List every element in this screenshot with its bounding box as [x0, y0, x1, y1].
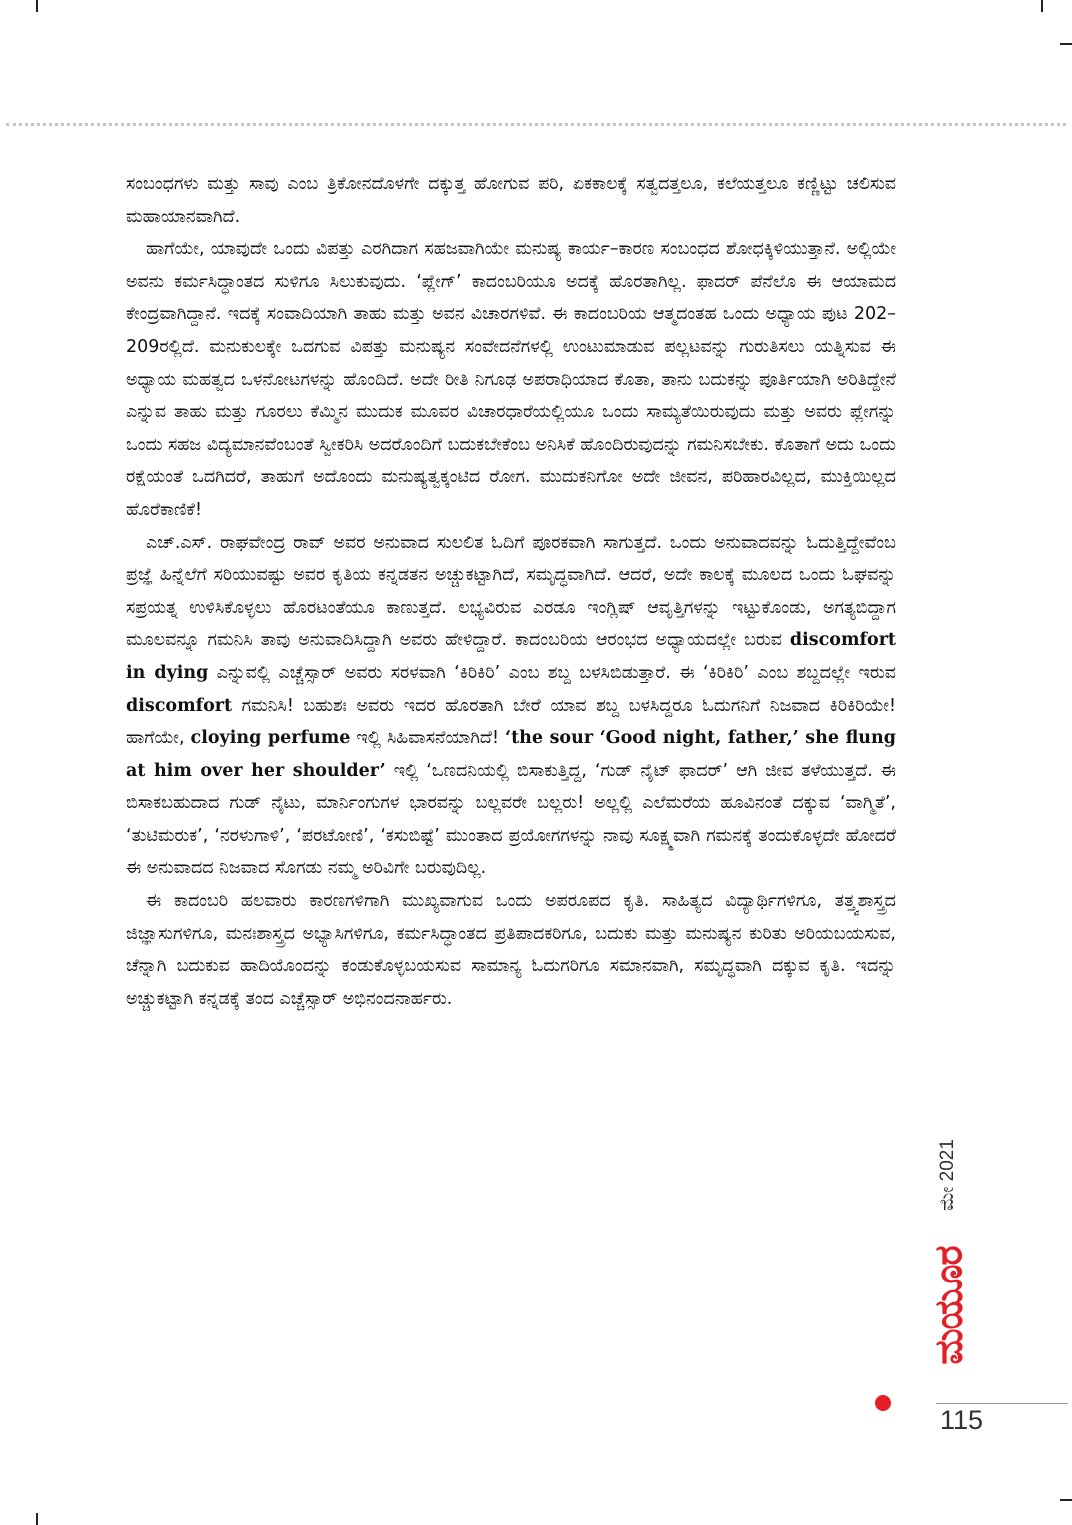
red-dot-marker — [875, 1395, 891, 1411]
translation-text-1: ಎಚ್.ಎಸ್. ರಾಘವೇಂದ್ರ ರಾವ್ ಅವರ ಅನುವಾದ ಸುಲಲಿತ ಓದಿಗೆ ಪೂರಕವಾಗಿ ಸಾಗುತ್ತದೆ. ಒಂದು ಅನುವಾದವನ್ನು ಓದುತ್ತಿದ್ದೇವೆಂಬ ಪ್ರಜ್ಞೆ ಹಿನ್ನೆಲೆಗೆ ಸರಿಯುವಷ್ಟು ಅವರ ಕೃತಿಯ ಕನ್ನಡತನ ಅಚ್ಚುಕಟ್ಟಾಗಿದೆ, ಸಮೃದ್ಧವಾಗಿದೆ. ಆದರೆ, ಅದೇ ಕಾಲಕ್ಕೆ ಮೂಲದ ಒಂದು ಓಘವನ್ನು ಸಪ್ರಯತ್ನ ಉಳಿಸಿಕೊಳ್ಳಲು ಹೊರಟಂತೆಯೂ ಕಾಣುತ್ತದೆ. ಲಭ್ಯವಿರುವ ಎರಡೂ ಇಂಗ್ಲಿಷ್ ಆವೃತ್ತಿಗಳನ್ನು ಇಟ್ಟುಕೊಂಡು, ಅಗತ್ಯಬಿದ್ದಾಗ ಮೂಲವನ್ನೂ ಗಮನಿಸಿ ತಾವು ಅನುವಾದಿಸಿದ್ದಾಗಿ ಅವರು ಹೇಳಿದ್ದಾರೆ. ಕಾದಂಬರಿಯ ಆರಂಭದ ಅಧ್ಯಾಯದಲ್ಲೇ ಬರುವ — [126, 532, 896, 651]
english-word-discomfort: discomfort — [126, 695, 233, 716]
page-number-rule — [936, 1403, 1068, 1404]
translation-text-5: ಇಲ್ಲಿ ‘ಒಣದನಿಯಲ್ಲಿ ಬಿಸಾಕುತ್ತಿದ್ದ, ‘ಗುಡ್ ನೈಟ್ ಫಾದರ್’ ಆಗಿ ಜೀವ ತಳೆಯುತ್ತದೆ. ಈ ಬಿಸಾಕಬಹುದಾದ ಗುಡ್ ನೈಟು, ಮಾರ್ನಿಂಗುಗಳ ಭಾರವನ್ನು ಬಲ್ಲವರೇ ಬಲ್ಲರು! ಅಲ್ಲಲ್ಲಿ ಎಲೆಮರೆಯ ಹೂವಿನಂತೆ ದಕ್ಕುವ ‘ವಾಗ್ಮಿತೆ’, ‘ತುಟಿಮರುಕ’, ‘ನರಳುಗಾಳಿ’, ‘ಪರಟೋಣಿ’, ‘ಕಸುಬಿಷ್ಟೆ’ ಮುಂತಾದ ಪ್ರಯೋಗಗಳನ್ನು ನಾವು ಸೂಕ್ಷ್ಮವಾಗಿ ಗಮನಕ್ಕೆ ತಂದುಕೊಳ್ಳದೇ ಹೋದರೆ ಈ ಅನುವಾದದ ನಿಜವಾದ ಸೊಗಡು ನಮ್ಮ ಅರಿವಿಗೇ ಬರುವುದಿಲ್ಲ. — [126, 760, 896, 879]
paragraph-2: ಹಾಗೆಯೇ, ಯಾವುದೇ ಒಂದು ವಿಪತ್ತು ಎರಗಿದಾಗ ಸಹಜವಾಗಿಯೇ ಮನುಷ್ಯ ಕಾರ್ಯ–ಕಾರಣ ಸಂಬಂಧದ ಶೋಧಕ್ಕಿಳಿಯುತ್ತಾನೆ. ಅಲ್ಲಿಯೇ ಅವನು ಕರ್ಮಸಿದ್ಧಾಂತದ ಸುಳಿಗೂ ಸಿಲುಕುವುದು. ‘ಪ್ಲೇಗ್’ ಕಾದಂಬರಿಯೂ ಅದಕ್ಕೆ ಹೊರತಾಗಿಲ್ಲ. ಫಾದರ್ ಪೆನೆಲೊ ಈ ಆಯಾಮದ ಕೇಂದ್ರವಾಗಿದ್ದಾನೆ. ಇದಕ್ಕೆ ಸಂವಾದಿಯಾಗಿ ತಾಹು ಮತ್ತು ಅವನ ವಿಚಾರಗಳಿವೆ. ಈ ಕಾದಂಬರಿಯ ಆತ್ಮದಂತಹ ಒಂದು ಅಧ್ಯಾಯ ಪುಟ 202–209ರಲ್ಲಿದೆ. ಮನುಕುಲಕ್ಕೇ ಒದಗುವ ವಿಪತ್ತು ಮನುಷ್ಯನ ಸಂವೇದನೆಗಳಲ್ಲಿ ಉಂಟುಮಾಡುವ ಪಲ್ಲಟವನ್ನು ಗುರುತಿಸಲು ಯತ್ನಿಸುವ ಈ ಅಧ್ಯಾಯ ಮಹತ್ವದ ಒಳನೋಟಗಳನ್ನು ಹೊಂದಿದೆ. ಅದೇ ರೀತಿ ನಿಗೂಢ ಅಪರಾಧಿಯಾದ ಕೊತಾ, ತಾನು ಬದುಕನ್ನು ಪೂರ್ತಿಯಾಗಿ ಅರಿತಿದ್ದೇನೆ ಎನ್ನುವ ತಾಹು ಮತ್ತು ಗೂರಲು ಕೆಮ್ಮಿನ ಮುದುಕ ಮೂವರ ವಿಚಾರಧಾರೆಯಲ್ಲಿಯೂ ಒಂದು ಸಾಮ್ಯತೆಯಿರುವುದು ಮತ್ತು ಅವರು ಪ್ಲೇಗನ್ನು ಒಂದು ಸಹಜ ವಿದ್ಯಮಾನವೆಂಬಂತೆ ಸ್ವೀಕರಿಸಿ ಅದರೊಂದಿಗೆ ಬದುಕಬೇಕೆಂಬ ಅನಿಸಿಕೆ ಹೊಂದಿರುವುದನ್ನು ಗಮನಿಸಬೇಕು. ಕೊತಾಗೆ ಅದು ಒಂದು ರಕ್ಷೆಯಂತೆ ಒದಗಿದರೆ, ತಾಹುಗೆ ಅದೊಂದು ಮನುಷ್ಯತ್ವಕ್ಕಂಟಿದ ರೋಗ. ಮುದುಕನಿಗೋ ಅದೇ ಜೀವನ, ಪರಿಹಾರವಿಲ್ಲದ, ಮುಕ್ತಿಯಿಲ್ಲದ ಹೊರೆಕಾಣಿಕೆ! — [126, 239, 896, 520]
english-phrase-cloying-perfume: cloying perfume — [190, 728, 351, 749]
translation-text-4: ಇಲ್ಲಿ ಸಿಹಿವಾಸನೆಯಾಗಿದೆ! — [350, 728, 505, 749]
issue-date-text: ಮೇ 2021 — [937, 1139, 959, 1211]
english-phrase-discomfort-in-dying: discomfort in dying — [126, 630, 896, 683]
crop-mark-right-top — [1060, 43, 1072, 45]
english-quote-good-night-father: ‘the sour ‘Good night, father,’ she flung at him over her shoulder’ — [126, 728, 896, 781]
magazine-logo — [926, 1230, 971, 1380]
translation-text-2: ಎನ್ನುವಲ್ಲಿ ಎಚ್ಚೆಸ್ಸಾರ್ ಅವರು ಸರಳವಾಗಿ ‘ಕಿರಿಕಿರಿ’ ಎಂಬ ಶಬ್ದ ಬಳಸಿಬಿಡುತ್ತಾರೆ. ಈ ‘ಕಿರಿಕಿರಿ’ ಎಂಬ ಶಬ್ದದಲ್ಲೇ ಇರುವ — [208, 662, 896, 683]
paragraph-translation — [126, 527, 896, 886]
header-dotted-divider — [6, 123, 1066, 126]
paragraph-conclusion: ಈ ಕಾದಂಬರಿ ಹಲವಾರು ಕಾರಣಗಳಿಗಾಗಿ ಮುಖ್ಯವಾಗುವ ಒಂದು ಅಪರೂಪದ ಕೃತಿ. ಸಾಹಿತ್ಯದ ವಿದ್ಯಾರ್ಥಿಗಳಿಗೂ, ತತ್ತ್ವಶಾಸ್ತ್ರದ ಜಿಜ್ಞಾಸುಗಳಿಗೂ, ಮನಃಶಾಸ್ತ್ರದ ಅಭ್ಯಾಸಿಗಳಿಗೂ, ಕರ್ಮಸಿದ್ಧಾಂತದ ಪ್ರತಿಪಾದಕರಿಗೂ, ಬದುಕು ಮತ್ತು ಮನುಷ್ಯನ ಕುರಿತು ಅರಿಯಬಯಸುವ, ಚೆನ್ನಾಗಿ ಬದುಕುವ ಹಾದಿಯೊಂದನ್ನು ಕಂಡುಕೊಳ್ಳಬಯಸುವ ಸಾಮಾನ್ಯ ಓದುಗರಿಗೂ ಸಮಾನವಾಗಿ, ಸಮೃದ್ಧವಾಗಿ ದಕ್ಕುವ ಕೃತಿ. ಇದನ್ನು ಅಚ್ಚುಕಟ್ಟಾಗಿ ಕನ್ನಡಕ್ಕೆ ತಂದ ಎಚ್ಚೆಸ್ಸಾರ್ ಅಭಿನಂದನಾರ್ಹರು. — [126, 891, 896, 1009]
crop-mark-bottom-left — [36, 1513, 38, 1525]
paragraph-1: ಸಂಬಂಧಗಳು ಮತ್ತು ಸಾವು ಎಂಬ ತ್ರಿಕೋನದೊಳಗೇ ದಕ್ಕುತ್ತ ಹೋಗುವ ಪರಿ, ಏಕಕಾಲಕ್ಕೆ ಸತ್ವದತ್ತಲೂ, ಕಲೆಯತ್ತಲೂ ಕಣ್ಣಿಟ್ಟು ಚಲಿಸುವ ಮಹಾಯಾನವಾಗಿದೆ. — [126, 174, 896, 227]
crop-mark-top-left — [36, 0, 38, 12]
crop-mark-right-bottom — [1060, 1499, 1072, 1501]
page-number: 115 — [940, 1405, 984, 1435]
magazine-logo-text: ಮಯೂರ — [926, 1245, 971, 1365]
issue-date-vertical — [934, 1130, 962, 1220]
article-body — [126, 168, 896, 1015]
crop-mark-top-right — [1041, 0, 1043, 12]
translation-text-3: ಗಮನಿಸಿ! ಬಹುಶಃ ಅವರು ಇದರ ಹೊರತಾಗಿ ಬೇರೆ ಯಾವ ಶಬ್ದ ಬಳಸಿದ್ದರೂ ಓದುಗನಿಗೆ ನಿಜವಾದ ಕಿರಿಕಿರಿಯೇ! ಹಾಗೆಯೇ, — [126, 695, 896, 749]
